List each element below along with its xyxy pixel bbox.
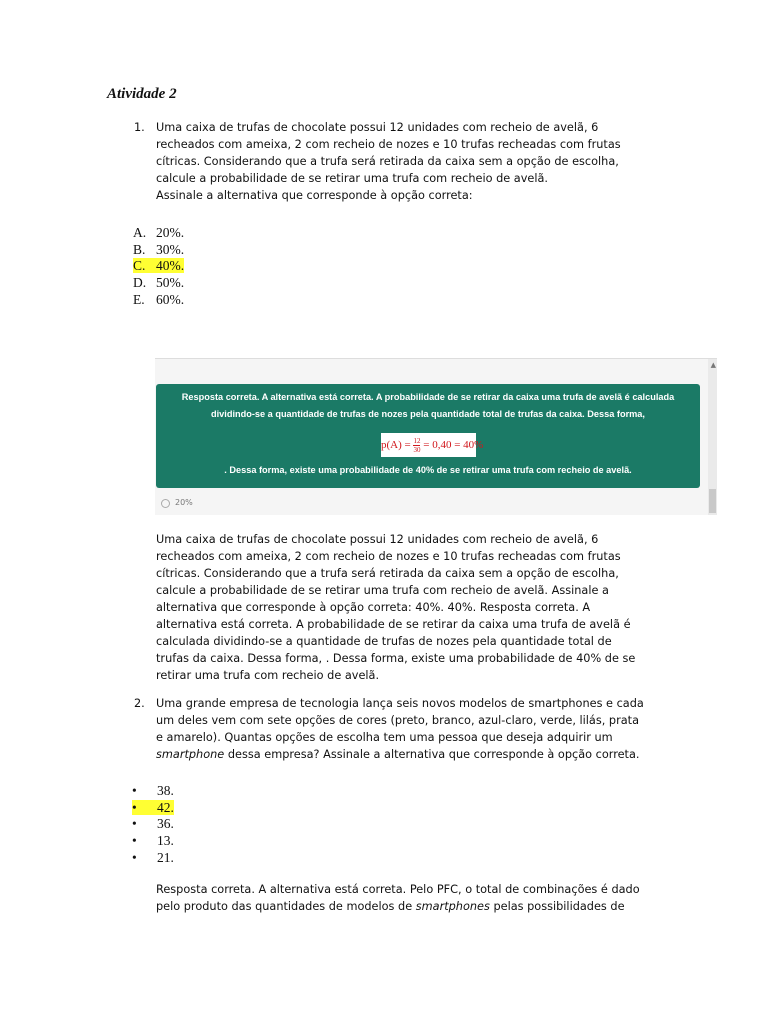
- bullet-icon: •: [132, 799, 137, 815]
- option-3: [132, 816, 174, 833]
- option-letter: C.: [133, 258, 146, 274]
- question-2-text: [156, 695, 646, 763]
- option-c-highlighted: [133, 258, 184, 275]
- option-value: 50%.: [156, 275, 185, 291]
- question-2-options: [132, 783, 174, 867]
- option-value: 60%.: [156, 291, 185, 307]
- question-1-options: [133, 225, 184, 309]
- option-value: 30%.: [156, 241, 185, 257]
- page-title: Atividade 2: [107, 86, 177, 102]
- formula-rhs: = 0,40 = 40%: [423, 439, 484, 451]
- option-letter: B.: [133, 241, 146, 257]
- question-1-statement: Uma caixa de trufas de chocolate possui 12 unidades com recheio de avelã, 6 recheados com ameixa, 2 com recheio de nozes e 10 trufas recheadas com frutas cítricas. Considerando que a trufa será retirada da caixa sem a opção de escolha, calcule a probabilidade de se retirar uma trufa com recheio de avelã.: [156, 121, 621, 185]
- question-2-text-end: dessa empresa? Assinale a alternativa que corresponde à opção correta.: [227, 748, 640, 761]
- option-value: 42.: [157, 799, 174, 815]
- option-value: 38.: [157, 783, 174, 798]
- scrollbar[interactable]: [708, 359, 717, 515]
- probability-formula: [381, 433, 484, 457]
- bullet-icon: •: [132, 849, 137, 865]
- option-letter: E.: [133, 291, 145, 307]
- question-1-text: [156, 119, 646, 204]
- scroll-up-arrow-icon[interactable]: ▲: [710, 361, 716, 369]
- bullet-icon: •: [132, 833, 137, 849]
- answer-text-end: pelas possibilidades de: [493, 900, 625, 913]
- question-2-text-emphasis: smartphone: [156, 748, 225, 761]
- option-a: [133, 225, 184, 242]
- answer-text-start: Resposta correta. A alternativa está correta. Pelo PFC, o total de combinações é dado pelo produto das quantidades de modelos de: [156, 883, 640, 913]
- answer-text-emphasis: smartphones: [415, 900, 490, 913]
- option-value: 13.: [157, 833, 174, 849]
- option-2-highlighted: [132, 800, 174, 817]
- feedback-text-1: Resposta correta. A alternativa está correta. A probabilidade de se retirar da caixa uma trufa de avelã é calculada dividindo-se a quantidade de trufas de nozes pela quantidade total de trufas da caixa. Dessa forma,: [181, 392, 675, 419]
- embedded-screenshot: [155, 358, 717, 515]
- formula-fraction: [413, 437, 420, 454]
- option-value: 21.: [157, 849, 174, 865]
- option-letter: D.: [133, 275, 147, 291]
- option-1: [132, 783, 174, 800]
- option-e: [133, 292, 184, 309]
- question-number-1: 1.: [134, 121, 145, 134]
- question-1-transcription: Uma caixa de trufas de chocolate possui 12 unidades com recheio de avelã, 6 recheados com ameixa, 2 com recheio de nozes e 10 trufas recheadas com frutas cítricas. Considerando que a trufa será retirada da caixa sem a opção de escolha, calcule a probabilidade de se retirar uma trufa com recheio de avelã. Assinale a alternativa que corresponde à opção correta: 40%. 40%. Resposta correta. A alternativa está correta. A probabilidade de se retirar da caixa uma trufa de avelã é calculada dividindo-se a quantidade de trufas de nozes pela quantidade total de trufas da caixa. Dessa forma, . Dessa forma, existe uma probabilidade de 40% de se retirar uma trufa com recheio de avelã.: [156, 533, 636, 682]
- radio-label: 20%: [175, 498, 193, 507]
- formula-lhs: p(A) =: [381, 439, 411, 451]
- option-5: [132, 850, 174, 867]
- bullet-icon: •: [132, 783, 137, 798]
- option-value: 20%.: [156, 225, 185, 240]
- option-d: [133, 275, 184, 292]
- question-1-instruction: Assinale a alternativa que corresponde à opção correta:: [156, 189, 473, 202]
- feedback-box: [156, 384, 700, 488]
- formula-denominator: 30: [413, 445, 421, 454]
- feedback-text-2: . Dessa forma, existe uma probabilidade de 40% de se retirar uma trufa com recheio de avelã.: [224, 465, 632, 475]
- option-4: [132, 833, 174, 850]
- radio-button[interactable]: [161, 499, 170, 508]
- scroll-thumb[interactable]: [709, 489, 716, 513]
- bullet-icon: •: [132, 816, 137, 832]
- formula-numerator: 12: [413, 436, 421, 445]
- option-letter: A.: [133, 225, 147, 240]
- option-value: 36.: [157, 816, 174, 832]
- question-number-2: 2.: [134, 697, 145, 710]
- question-2-answer: [156, 881, 646, 915]
- option-b: [133, 242, 184, 259]
- question-2-text-start: Uma grande empresa de tecnologia lança seis novos modelos de smartphones e cada um deles vem com sete opções de cores (preto, branco, azul-claro, verde, lilás, prata e amarelo). Quantas opções de escolha tem uma pessoa que deseja adquirir um: [156, 697, 644, 744]
- option-value: 40%.: [156, 258, 185, 274]
